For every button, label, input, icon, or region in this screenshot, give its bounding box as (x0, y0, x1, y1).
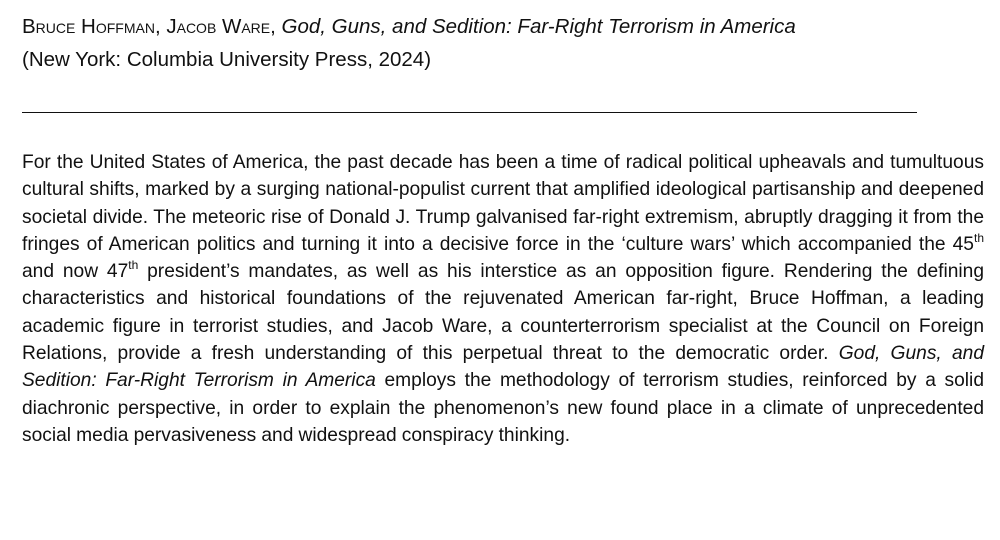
ordinal-suffix: th (128, 257, 139, 272)
title-separator: , (270, 15, 282, 38)
author-separator: , (154, 15, 167, 38)
review-text: For the United States of America, the past decade has been a time of radical political upheavals and tumultuous cultural shifts, marked by a surging national-populist current that amplified ideological partisanship and deepened societal divide. The meteoric rise of Donald J. Trump galvanised far-right extremism, abruptly dragging it from the fringes of American politics and turning it into a decisive force in the ‘culture wars’ which accompanied the 45 (22, 152, 984, 255)
author-name: Jacob Ware (166, 15, 271, 38)
book-title-inline: God, Guns, and Sedition: Far-Right Terrorism in America (22, 343, 984, 392)
document-page (22, 10, 984, 468)
book-title: God, Guns, and Sedition: Far-Right Terrorism in America (281, 15, 796, 38)
citation-header (22, 10, 984, 76)
ordinal-suffix: th (973, 230, 984, 245)
author-name: Bruce Hoffman (22, 15, 155, 38)
publication-info: (New York: Columbia University Press, 2024) (22, 48, 432, 71)
horizontal-divider (22, 112, 917, 113)
review-text: employs the methodology of terrorism studies, reinforced by a solid diachronic perspective, in order to explain the phenomenon’s new found place in a climate of unprecedented social media pervasiveness and widespread conspiracy thinking. (22, 370, 984, 446)
review-text: and now 47 (22, 261, 129, 283)
citation-line-1 (22, 10, 984, 43)
review-paragraph (22, 149, 984, 449)
review-text: president’s mandates, as well as his interstice as an opposition figure. Rendering the defining characteristics and historical foundations of the rejuvenated American far-right, Bruce Hoffman, a leading academic figure in terrorist studies, and Jacob Ware, a counterterrorism specialist at the Council on Foreign Relations, provide a fresh understanding of this perpetual threat to the democratic order. (22, 261, 984, 365)
